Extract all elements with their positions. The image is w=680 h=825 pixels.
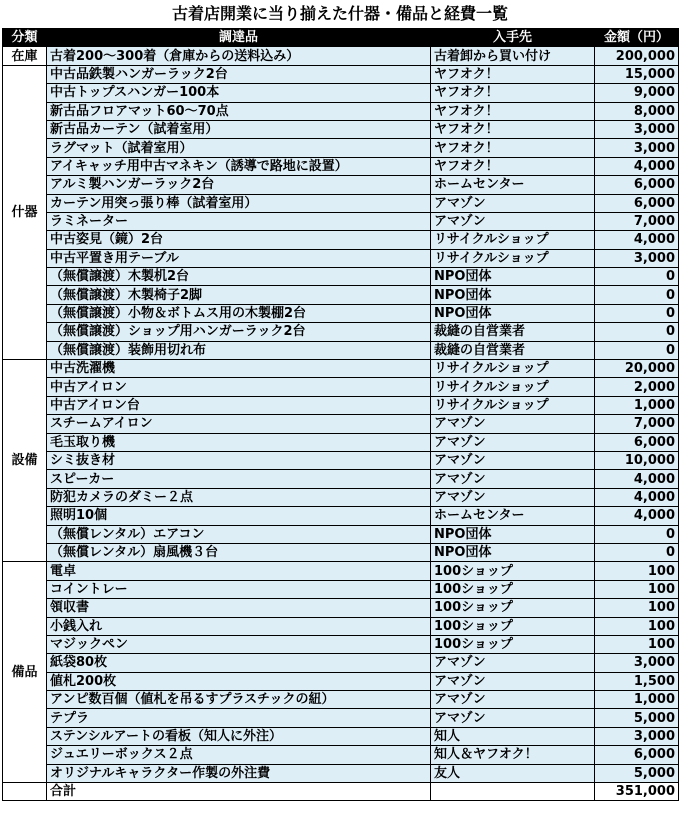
item-cell: 中古トップスハンガー100本 bbox=[47, 84, 431, 102]
table-body bbox=[3, 47, 679, 801]
table-row bbox=[3, 249, 679, 267]
amount-cell: 200,000 bbox=[595, 47, 679, 65]
item-cell: 小銭入れ bbox=[47, 617, 431, 635]
amount-cell: 1,000 bbox=[595, 396, 679, 414]
source-cell: 100ショップ bbox=[431, 562, 595, 580]
table-row bbox=[3, 746, 679, 764]
item-cell: ジュエリーボックス２点 bbox=[47, 746, 431, 764]
amount-cell: 3,000 bbox=[595, 654, 679, 672]
source-cell: 100ショップ bbox=[431, 617, 595, 635]
table-row bbox=[3, 84, 679, 102]
amount-cell: 0 bbox=[595, 341, 679, 359]
source-cell: アマゾン bbox=[431, 194, 595, 212]
item-cell: アンピ数百個（値札を吊るすプラスチックの紐） bbox=[47, 691, 431, 709]
source-cell: NPO団体 bbox=[431, 304, 595, 322]
amount-cell: 0 bbox=[595, 525, 679, 543]
source-cell: アマゾン bbox=[431, 470, 595, 488]
item-cell: 紙袋80枚 bbox=[47, 654, 431, 672]
item-cell: アイキャッチ用中古マネキン（誘導で路地に設置） bbox=[47, 157, 431, 175]
source-cell: アマゾン bbox=[431, 433, 595, 451]
item-cell: 領収書 bbox=[47, 599, 431, 617]
amount-cell: 8,000 bbox=[595, 102, 679, 120]
amount-cell: 6,000 bbox=[595, 194, 679, 212]
item-cell: 中古姿見（鏡）2台 bbox=[47, 231, 431, 249]
table-row bbox=[3, 157, 679, 175]
table-row bbox=[3, 360, 679, 378]
item-cell: 中古アイロン bbox=[47, 378, 431, 396]
source-cell: ヤフオク！ bbox=[431, 84, 595, 102]
source-cell: アマゾン bbox=[431, 709, 595, 727]
amount-cell: 6,000 bbox=[595, 176, 679, 194]
item-cell: 照明10個 bbox=[47, 507, 431, 525]
source-cell: ヤフオク！ bbox=[431, 139, 595, 157]
table-row bbox=[3, 415, 679, 433]
source-cell: ヤフオク！ bbox=[431, 120, 595, 138]
source-cell: NPO団体 bbox=[431, 543, 595, 561]
table-header-row bbox=[3, 29, 679, 47]
table-row bbox=[3, 304, 679, 322]
item-cell: カーテン用突っ張り棒（試着室用） bbox=[47, 194, 431, 212]
table-row bbox=[3, 65, 679, 83]
source-cell: 古着卸から買い付け bbox=[431, 47, 595, 65]
item-cell: スピーカー bbox=[47, 470, 431, 488]
source-cell: アマゾン bbox=[431, 488, 595, 506]
source-cell: アマゾン bbox=[431, 654, 595, 672]
header-item: 調達品 bbox=[47, 29, 431, 47]
amount-cell: 2,000 bbox=[595, 378, 679, 396]
source-cell: ホームセンター bbox=[431, 176, 595, 194]
amount-cell: 3,000 bbox=[595, 120, 679, 138]
amount-cell: 5,000 bbox=[595, 709, 679, 727]
category-cell: 設備 bbox=[3, 360, 47, 562]
expense-table bbox=[2, 28, 679, 801]
source-cell: アマゾン bbox=[431, 691, 595, 709]
amount-cell: 100 bbox=[595, 617, 679, 635]
item-cell: 毛玉取り機 bbox=[47, 433, 431, 451]
table-row bbox=[3, 635, 679, 653]
source-cell: 100ショップ bbox=[431, 580, 595, 598]
header-source: 入手先 bbox=[431, 29, 595, 47]
item-cell: テプラ bbox=[47, 709, 431, 727]
table-row bbox=[3, 617, 679, 635]
table-row bbox=[3, 727, 679, 745]
table-row bbox=[3, 599, 679, 617]
amount-cell: 0 bbox=[595, 268, 679, 286]
source-cell: リサイクルショップ bbox=[431, 378, 595, 396]
table-row bbox=[3, 562, 679, 580]
table-row bbox=[3, 507, 679, 525]
source-cell: アマゾン bbox=[431, 451, 595, 469]
amount-cell: 1,500 bbox=[595, 672, 679, 690]
item-cell: 中古アイロン台 bbox=[47, 396, 431, 414]
amount-cell: 6,000 bbox=[595, 433, 679, 451]
table-row bbox=[3, 176, 679, 194]
total-label: 合計 bbox=[47, 783, 431, 801]
item-cell: 中古品鉄製ハンガーラック2台 bbox=[47, 65, 431, 83]
item-cell: （無償譲渡）装飾用切れ布 bbox=[47, 341, 431, 359]
item-cell: 中古洗濯機 bbox=[47, 360, 431, 378]
table-row bbox=[3, 286, 679, 304]
source-cell: NPO団体 bbox=[431, 268, 595, 286]
source-cell: ヤフオク！ bbox=[431, 102, 595, 120]
table-row bbox=[3, 451, 679, 469]
table-row bbox=[3, 323, 679, 341]
item-cell: 電卓 bbox=[47, 562, 431, 580]
amount-cell: 7,000 bbox=[595, 212, 679, 230]
item-cell: （無償譲渡）木製椅子2脚 bbox=[47, 286, 431, 304]
item-cell: （無償譲渡）小物＆ボトムス用の木製棚2台 bbox=[47, 304, 431, 322]
amount-cell: 6,000 bbox=[595, 746, 679, 764]
category-cell: 備品 bbox=[3, 562, 47, 783]
source-cell: 知人＆ヤフオク！ bbox=[431, 746, 595, 764]
total-empty-cell bbox=[3, 783, 47, 801]
amount-cell: 1,000 bbox=[595, 691, 679, 709]
amount-cell: 3,000 bbox=[595, 249, 679, 267]
table-row bbox=[3, 580, 679, 598]
item-cell: シミ抜き材 bbox=[47, 451, 431, 469]
header-category: 分類 bbox=[3, 29, 47, 47]
table-row bbox=[3, 691, 679, 709]
item-cell: ラグマット（試着室用） bbox=[47, 139, 431, 157]
item-cell: 新古品フロアマット60〜70点 bbox=[47, 102, 431, 120]
table-row bbox=[3, 433, 679, 451]
table-row bbox=[3, 470, 679, 488]
table-row bbox=[3, 102, 679, 120]
table-row bbox=[3, 341, 679, 359]
table-row bbox=[3, 654, 679, 672]
item-cell: マジックペン bbox=[47, 635, 431, 653]
amount-cell: 0 bbox=[595, 304, 679, 322]
amount-cell: 5,000 bbox=[595, 764, 679, 782]
amount-cell: 0 bbox=[595, 323, 679, 341]
table-row bbox=[3, 139, 679, 157]
source-cell: リサイクルショップ bbox=[431, 396, 595, 414]
source-cell: 知人 bbox=[431, 727, 595, 745]
source-cell: アマゾン bbox=[431, 672, 595, 690]
source-cell: 100ショップ bbox=[431, 599, 595, 617]
item-cell: （無償譲渡）ショップ用ハンガーラック2台 bbox=[47, 323, 431, 341]
item-cell: （無償レンタル）扇風機３台 bbox=[47, 543, 431, 561]
amount-cell: 4,000 bbox=[595, 231, 679, 249]
source-cell: 100ショップ bbox=[431, 635, 595, 653]
source-cell: 友人 bbox=[431, 764, 595, 782]
amount-cell: 20,000 bbox=[595, 360, 679, 378]
amount-cell: 9,000 bbox=[595, 84, 679, 102]
source-cell: リサイクルショップ bbox=[431, 231, 595, 249]
table-row bbox=[3, 764, 679, 782]
table-row bbox=[3, 709, 679, 727]
source-cell: 裁縫の自営業者 bbox=[431, 341, 595, 359]
amount-cell: 4,000 bbox=[595, 488, 679, 506]
table-row bbox=[3, 378, 679, 396]
total-amount: 351,000 bbox=[595, 783, 679, 801]
total-row bbox=[3, 783, 679, 801]
item-cell: （無償レンタル）エアコン bbox=[47, 525, 431, 543]
table-row bbox=[3, 47, 679, 65]
source-cell: NPO団体 bbox=[431, 525, 595, 543]
amount-cell: 4,000 bbox=[595, 470, 679, 488]
table-row bbox=[3, 194, 679, 212]
amount-cell: 100 bbox=[595, 562, 679, 580]
page-title: 古着店開業に当り揃えた什器・備品と経費一覧 bbox=[171, 4, 508, 23]
table-row bbox=[3, 488, 679, 506]
table-row bbox=[3, 396, 679, 414]
item-cell: 値札200枚 bbox=[47, 672, 431, 690]
amount-cell: 100 bbox=[595, 635, 679, 653]
source-cell: アマゾン bbox=[431, 415, 595, 433]
item-cell: 防犯カメラのダミー２点 bbox=[47, 488, 431, 506]
total-empty-cell bbox=[431, 783, 595, 801]
source-cell: ヤフオク！ bbox=[431, 65, 595, 83]
amount-cell: 100 bbox=[595, 599, 679, 617]
category-cell: 在庫 bbox=[3, 47, 47, 65]
header-amount: 金額（円） bbox=[595, 29, 679, 47]
amount-cell: 0 bbox=[595, 543, 679, 561]
table-row bbox=[3, 268, 679, 286]
item-cell: ラミネーター bbox=[47, 212, 431, 230]
amount-cell: 3,000 bbox=[595, 139, 679, 157]
item-cell: 古着200〜300着（倉庫からの送料込み） bbox=[47, 47, 431, 65]
amount-cell: 4,000 bbox=[595, 507, 679, 525]
amount-cell: 100 bbox=[595, 580, 679, 598]
amount-cell: 3,000 bbox=[595, 727, 679, 745]
source-cell: リサイクルショップ bbox=[431, 249, 595, 267]
source-cell: NPO団体 bbox=[431, 286, 595, 304]
table-row bbox=[3, 525, 679, 543]
item-cell: スチームアイロン bbox=[47, 415, 431, 433]
amount-cell: 15,000 bbox=[595, 65, 679, 83]
source-cell: リサイクルショップ bbox=[431, 360, 595, 378]
source-cell: 裁縫の自営業者 bbox=[431, 323, 595, 341]
item-cell: 新古品カーテン（試着室用） bbox=[47, 120, 431, 138]
source-cell: ヤフオク！ bbox=[431, 157, 595, 175]
table-row bbox=[3, 212, 679, 230]
table-row bbox=[3, 543, 679, 561]
item-cell: コイントレー bbox=[47, 580, 431, 598]
table-row bbox=[3, 120, 679, 138]
table-row bbox=[3, 231, 679, 249]
amount-cell: 4,000 bbox=[595, 157, 679, 175]
amount-cell: 0 bbox=[595, 286, 679, 304]
item-cell: 中古平置き用テーブル bbox=[47, 249, 431, 267]
item-cell: ステンシルアートの看板（知人に外注） bbox=[47, 727, 431, 745]
table-row bbox=[3, 672, 679, 690]
source-cell: アマゾン bbox=[431, 212, 595, 230]
amount-cell: 7,000 bbox=[595, 415, 679, 433]
item-cell: （無償譲渡）木製机2台 bbox=[47, 268, 431, 286]
amount-cell: 10,000 bbox=[595, 451, 679, 469]
category-cell: 什器 bbox=[3, 65, 47, 359]
item-cell: オリジナルキャラクター作製の外注費 bbox=[47, 764, 431, 782]
source-cell: ホームセンター bbox=[431, 507, 595, 525]
item-cell: アルミ製ハンガーラック2台 bbox=[47, 176, 431, 194]
